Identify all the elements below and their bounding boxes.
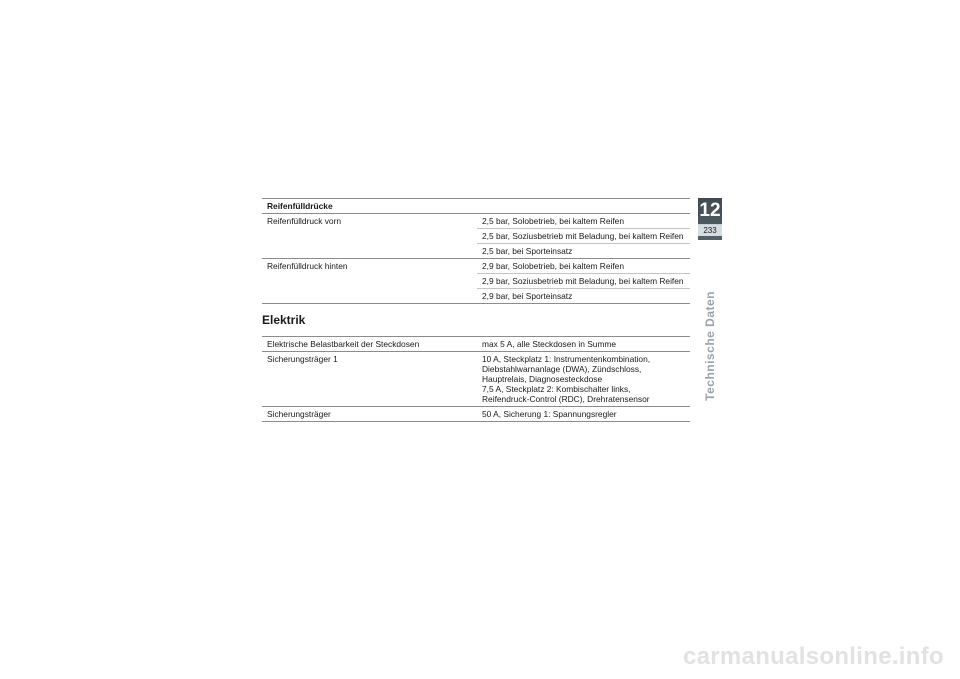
row-label: Reifenfülldruck hinten: [262, 259, 477, 274]
row-label: [262, 244, 477, 259]
table-row: [262, 214, 690, 229]
row-label: [262, 289, 477, 304]
electrical-table: [262, 336, 690, 422]
row-value: [477, 352, 690, 407]
tire-pressure-table: [262, 198, 690, 304]
row-label: Sicherungsträger 1: [262, 352, 477, 407]
value-line: 7,5 A, Steckplatz 2: Kombischalter links,: [482, 384, 631, 394]
table-row: [262, 352, 690, 407]
row-value: 2,9 bar, Soziusbetrieb mit Beladung, bei kaltem Reifen: [477, 274, 690, 289]
row-value: 2,5 bar, Solobetrieb, bei kaltem Reifen: [477, 214, 690, 229]
row-label: Reifenfülldruck vorn: [262, 214, 477, 229]
table-row: [262, 244, 690, 259]
page-number: 233: [698, 224, 722, 236]
table-row: [262, 337, 690, 352]
row-value: 2,9 bar, Solobetrieb, bei kaltem Reifen: [477, 259, 690, 274]
table-row: [262, 274, 690, 289]
table-row: [262, 229, 690, 244]
chapter-tab: [698, 198, 722, 240]
row-value: 2,5 bar, Soziusbetrieb mit Beladung, bei kaltem Reifen: [477, 229, 690, 244]
table-row: [262, 259, 690, 274]
row-label: Elektrische Belastbarkeit der Steckdosen: [262, 337, 477, 352]
value-line: 50 A, Sicherung 1: Spannungsregler: [482, 409, 617, 419]
value-line: Diebstahlwarnanlage (DWA), Zündschloss,: [482, 364, 642, 374]
table-row: [262, 289, 690, 304]
tire-pressure-heading: Reifenfülldrücke: [262, 199, 690, 214]
value-line: Hauptrelais, Diagnosesteckdose: [482, 374, 603, 384]
table-heading-row: [262, 199, 690, 214]
row-value: 2,9 bar, bei Sporteinsatz: [477, 289, 690, 304]
row-label: [262, 229, 477, 244]
row-label: Sicherungsträger: [262, 407, 477, 422]
chapter-number: 12: [699, 200, 721, 221]
table-row: [262, 407, 690, 422]
row-value: [477, 407, 690, 422]
value-line: Reifendruck-Control (RDC), Drehratensensor: [482, 394, 650, 404]
spec-content: [262, 198, 690, 422]
row-label: [262, 274, 477, 289]
watermark: carmanualsonline.info: [682, 643, 944, 670]
value-line: 10 A, Steckplatz 1: Instrumentenkombination,: [482, 354, 651, 364]
row-value: [477, 337, 690, 352]
chapter-side-title: [700, 276, 720, 416]
value-line: max 5 A, alle Steckdosen in Summe: [482, 339, 617, 349]
chapter-title: Technische Daten: [703, 291, 717, 401]
section-heading-elektrik: Elektrik: [262, 313, 306, 327]
row-value: 2,5 bar, bei Sporteinsatz: [477, 244, 690, 259]
